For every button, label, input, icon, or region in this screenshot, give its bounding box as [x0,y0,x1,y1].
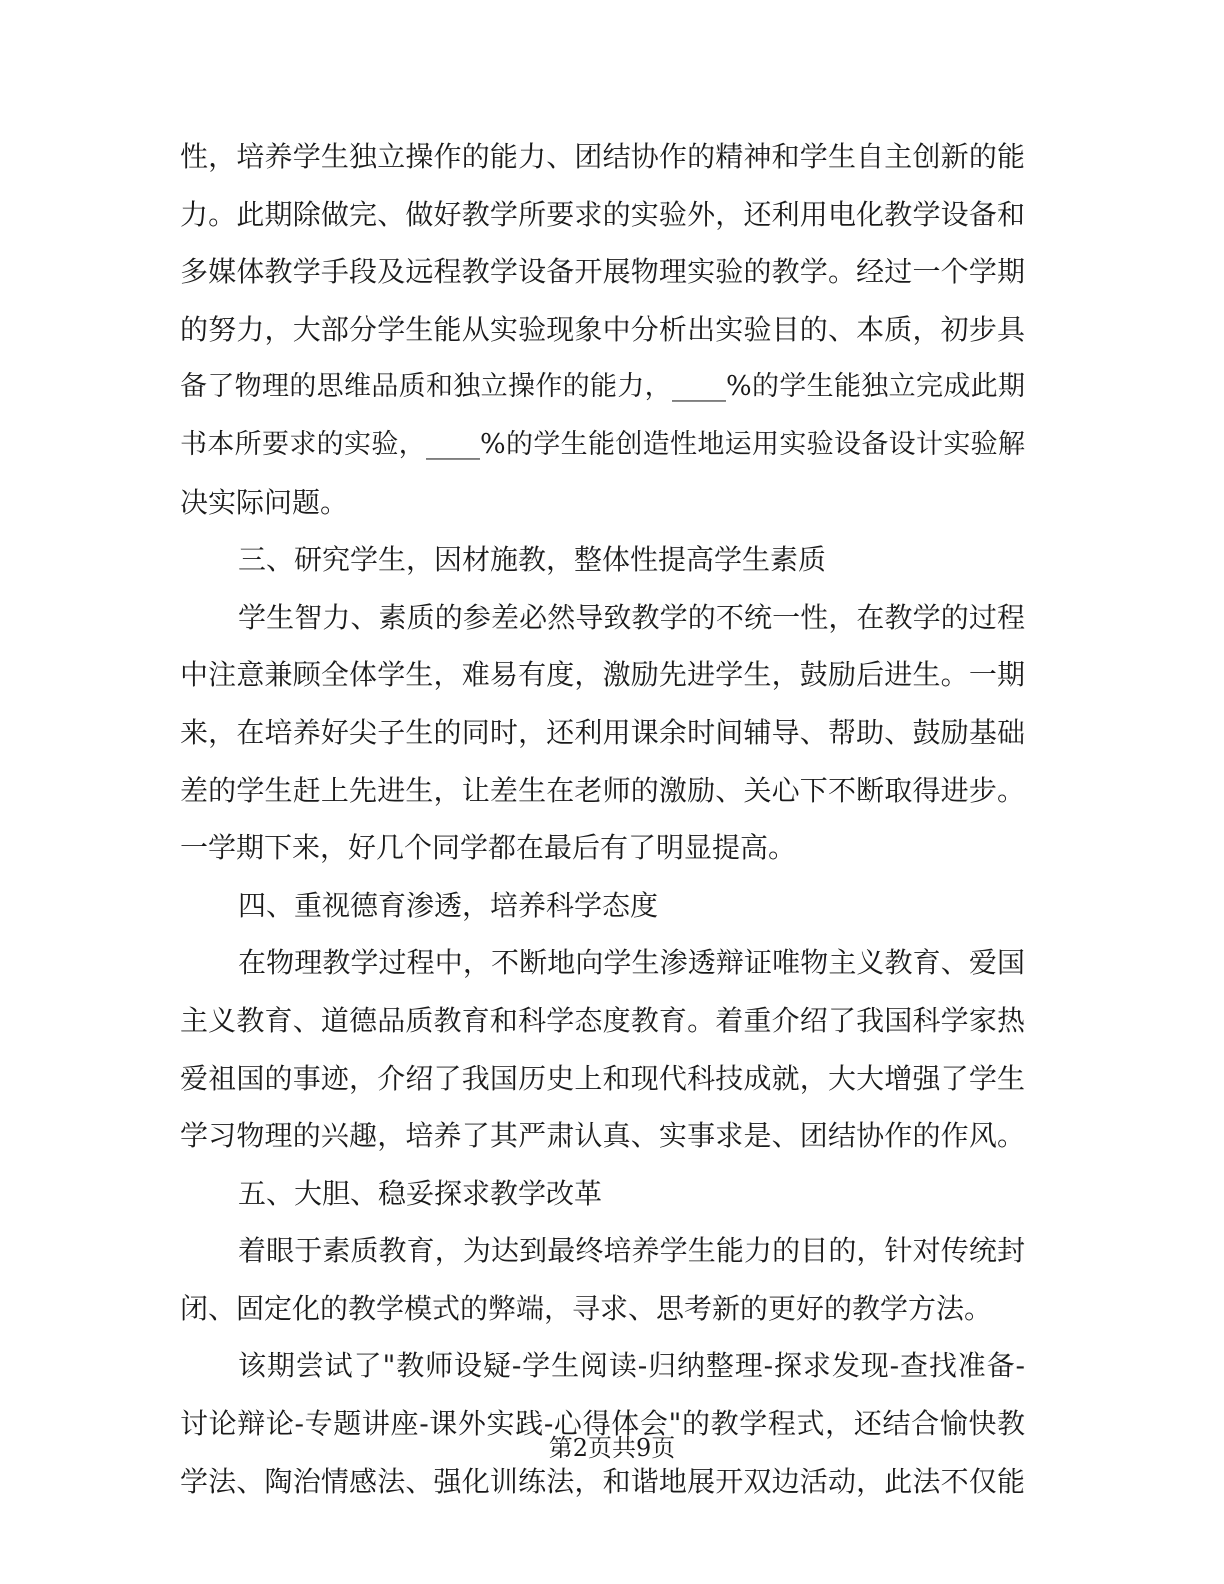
text-line: 学习物理的兴趣，培养了其严肃认真、实事求是、团结协作的作风。 [180,1119,1025,1153]
text-line: 讨论辩论-专题讲座-课外实践-心得体会"的教学程式，还结合愉快教 [180,1407,1025,1441]
text-line: 学法、陶治情感法、强化训练法，和谐地展开双边活动，此法不仅能 [180,1464,1025,1498]
text-line: 中注意兼顾全体学生，难易有度，激励先进学生，鼓励后进生。一期 [180,658,1025,692]
text-line: 一学期下来，好几个同学都在最后有了明显提高。 [180,831,797,865]
section-heading: 四、重视德育渗透，培养科学态度 [238,888,659,922]
section-heading: 三、研究学生，因材施教，整体性提高学生素质 [238,543,827,577]
text-line: 备了物理的思维品质和独立操作的能力，____%的学生能独立完成此期 [180,371,1025,403]
text-line: 学生智力、素质的参差必然导致教学的不统一性，在教学的过程 [238,600,1025,634]
text-line: 主义教育、道德品质教育和科学态度教育。着重介绍了我国科学家热 [180,1003,1025,1037]
text-line: 来，在培养好尖子生的同时，还利用课余时间辅导、帮助、鼓励基础 [180,715,1025,749]
text-line: 在物理教学过程中，不断地向学生渗透辩证唯物主义教育、爱国 [238,946,1025,980]
text-line: 该期尝试了"教师设疑-学生阅读-归纳整理-探求发现-查找准备- [238,1349,1025,1383]
text-line: 力。此期除做完、做好教学所要求的实验外，还利用电化教学设备和 [180,197,1025,231]
text-line: 多媒体教学手段及远程教学设备开展物理实验的教学。经过一个学期 [180,255,1025,289]
document-body [180,128,1025,1510]
text-line: 书本所要求的实验，____%的学生能创造性地运用实验设备设计实验解 [180,428,1025,460]
text-line: 的努力，大部分学生能从实验现象中分析出实验目的、本质，初步具 [180,312,1025,346]
text-line: 着眼于素质教育，为达到最终培养学生能力的目的，针对传统封 [238,1234,1025,1268]
text-line: 闭、固定化的教学模式的弊端，寻求、思考新的更好的教学方法。 [180,1291,993,1325]
text-line: 决实际问题。 [180,485,349,519]
text-line: 爱祖国的事迹，介绍了我国历史上和现代科技成就，大大增强了学生 [180,1061,1025,1095]
page-number-footer: 第2页共9页 [548,1434,676,1462]
section-heading: 五、大胆、稳妥探求教学改革 [238,1176,603,1210]
text-line: 差的学生赶上先进生，让差生在老师的激励、关心下不断取得进步。 [180,773,1025,807]
text-line: 性，培养学生独立操作的能力、团结协作的精神和学生自主创新的能 [180,140,1025,173]
